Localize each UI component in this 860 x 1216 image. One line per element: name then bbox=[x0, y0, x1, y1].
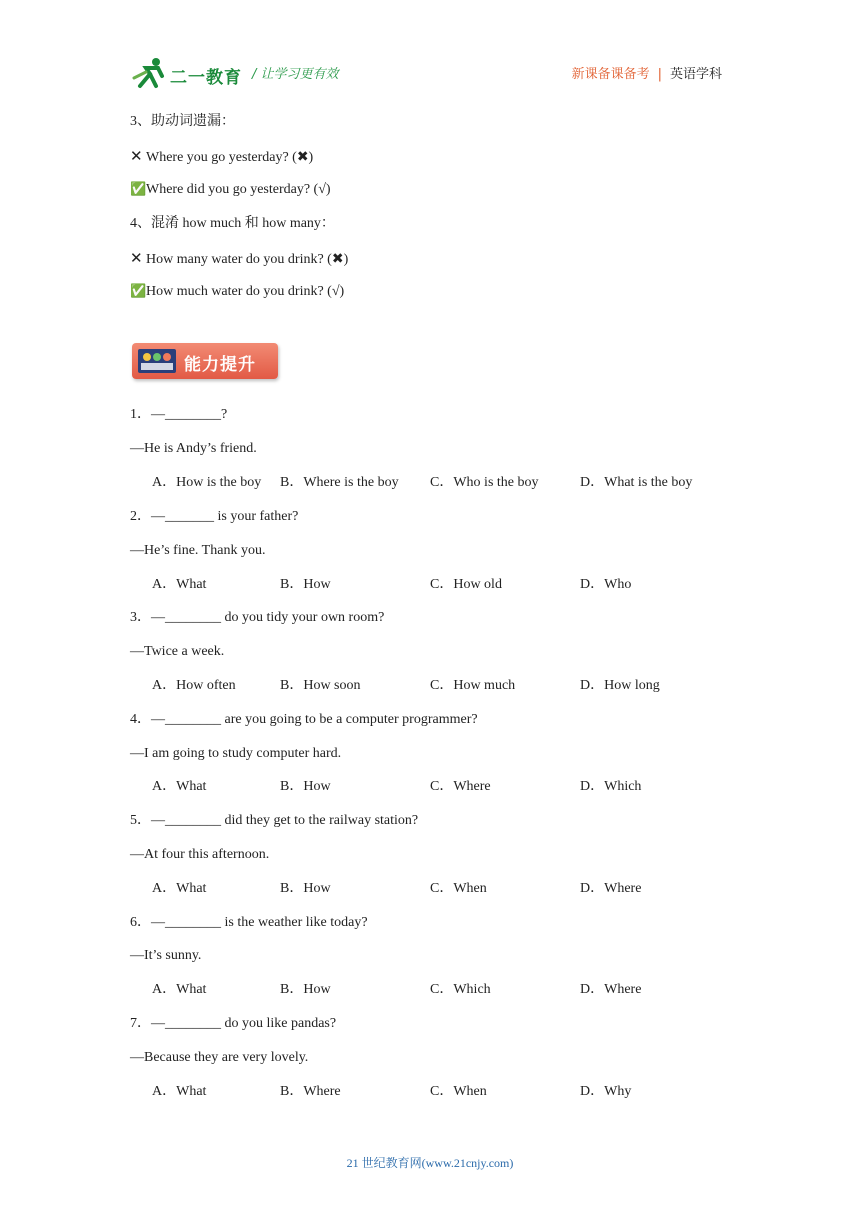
error-example-text: How many water do you drink? (✖) bbox=[146, 252, 349, 267]
option-b[interactable]: B．How soon bbox=[280, 678, 361, 693]
option-d[interactable]: D．Where bbox=[580, 982, 642, 997]
question-1: 1．—________? bbox=[130, 407, 228, 422]
answer-5: —At four this afternoon. bbox=[130, 847, 270, 862]
question-6: 6．—________ is the weather like today? bbox=[130, 915, 368, 930]
header-course-label: 新课备课备考 bbox=[571, 67, 650, 82]
error-wrong-example bbox=[130, 249, 348, 269]
error-correct-example bbox=[130, 181, 331, 199]
answer-4: —I am going to study computer hard. bbox=[130, 746, 342, 761]
cross-icon: ✕ bbox=[130, 249, 143, 267]
question-3: 3．—________ do you tidy your own room? bbox=[130, 610, 385, 625]
option-c[interactable]: C．How much bbox=[430, 678, 516, 693]
question-5: 5．—________ did they get to the railway station? bbox=[130, 813, 419, 828]
section-badge bbox=[132, 343, 278, 379]
option-a[interactable]: A．What bbox=[152, 881, 207, 896]
option-d[interactable]: D．Where bbox=[580, 881, 642, 896]
logo bbox=[130, 56, 252, 90]
option-c[interactable]: C．Where bbox=[430, 779, 491, 794]
slogan: / 让学习更有效 bbox=[252, 67, 339, 82]
option-b[interactable]: B．How bbox=[280, 982, 331, 997]
option-a[interactable]: A．What bbox=[152, 779, 207, 794]
option-c[interactable]: C．How old bbox=[430, 577, 502, 592]
logo-text: 二一教育 bbox=[170, 68, 242, 88]
option-a[interactable]: A．How is the boy bbox=[152, 475, 262, 490]
answer-1: —He is Andy’s friend. bbox=[130, 441, 257, 456]
runner-logo-icon bbox=[130, 56, 170, 90]
answer-3: —Twice a week. bbox=[130, 644, 225, 659]
option-c[interactable]: C．When bbox=[430, 881, 487, 896]
option-d[interactable]: D．Which bbox=[580, 779, 642, 794]
option-a[interactable]: A．What bbox=[152, 1084, 207, 1099]
option-a[interactable]: A．What bbox=[152, 982, 207, 997]
option-c[interactable]: C．When bbox=[430, 1084, 487, 1099]
option-b[interactable]: B．How bbox=[280, 881, 331, 896]
header-subject-label: 英语学科 bbox=[669, 67, 722, 82]
option-d[interactable]: D．Why bbox=[580, 1084, 632, 1099]
option-d[interactable]: D．How long bbox=[580, 678, 660, 693]
header-separator: | bbox=[657, 67, 662, 82]
header-subject bbox=[572, 63, 722, 82]
error-correct-example bbox=[130, 283, 344, 301]
error-example-text: How much water do you drink? (√) bbox=[146, 284, 345, 299]
question-2: 2．—_______ is your father? bbox=[130, 509, 299, 524]
check-icon: ✅ bbox=[130, 284, 147, 299]
page-footer: 21 世纪教育网(www.21cnjy.com) bbox=[346, 1156, 514, 1170]
option-c[interactable]: C．Who is the boy bbox=[430, 475, 539, 490]
error-heading-3: 3、助动词遗漏： bbox=[130, 114, 235, 129]
option-c[interactable]: C．Which bbox=[430, 982, 491, 997]
error-wrong-example bbox=[130, 147, 313, 167]
option-b[interactable]: B．Where is the boy bbox=[280, 475, 399, 490]
section-title: 能力提升 bbox=[184, 355, 256, 375]
answer-6: —It’s sunny. bbox=[130, 948, 202, 963]
people-icon bbox=[138, 349, 176, 373]
error-example-text: Where did you go yesterday? (√) bbox=[146, 182, 331, 197]
question-4: 4．—________ are you going to be a computer programmer? bbox=[130, 712, 478, 727]
cross-icon: ✕ bbox=[130, 147, 143, 165]
error-heading-4: 4、混淆 how much 和 how many： bbox=[130, 216, 335, 231]
option-a[interactable]: A．How often bbox=[152, 678, 236, 693]
error-example-text: Where you go yesterday? (✖) bbox=[146, 150, 314, 165]
option-b[interactable]: B．How bbox=[280, 577, 331, 592]
answer-7: —Because they are very lovely. bbox=[130, 1050, 309, 1065]
option-d[interactable]: D．What is the boy bbox=[580, 475, 693, 490]
option-a[interactable]: A．What bbox=[152, 577, 207, 592]
question-7: 7．—________ do you like pandas? bbox=[130, 1016, 337, 1031]
option-b[interactable]: B．How bbox=[280, 779, 331, 794]
option-b[interactable]: B．Where bbox=[280, 1084, 341, 1099]
page-header bbox=[130, 56, 730, 92]
answer-2: —He’s fine. Thank you. bbox=[130, 543, 266, 558]
check-icon: ✅ bbox=[130, 182, 147, 197]
option-d[interactable]: D．Who bbox=[580, 577, 632, 592]
